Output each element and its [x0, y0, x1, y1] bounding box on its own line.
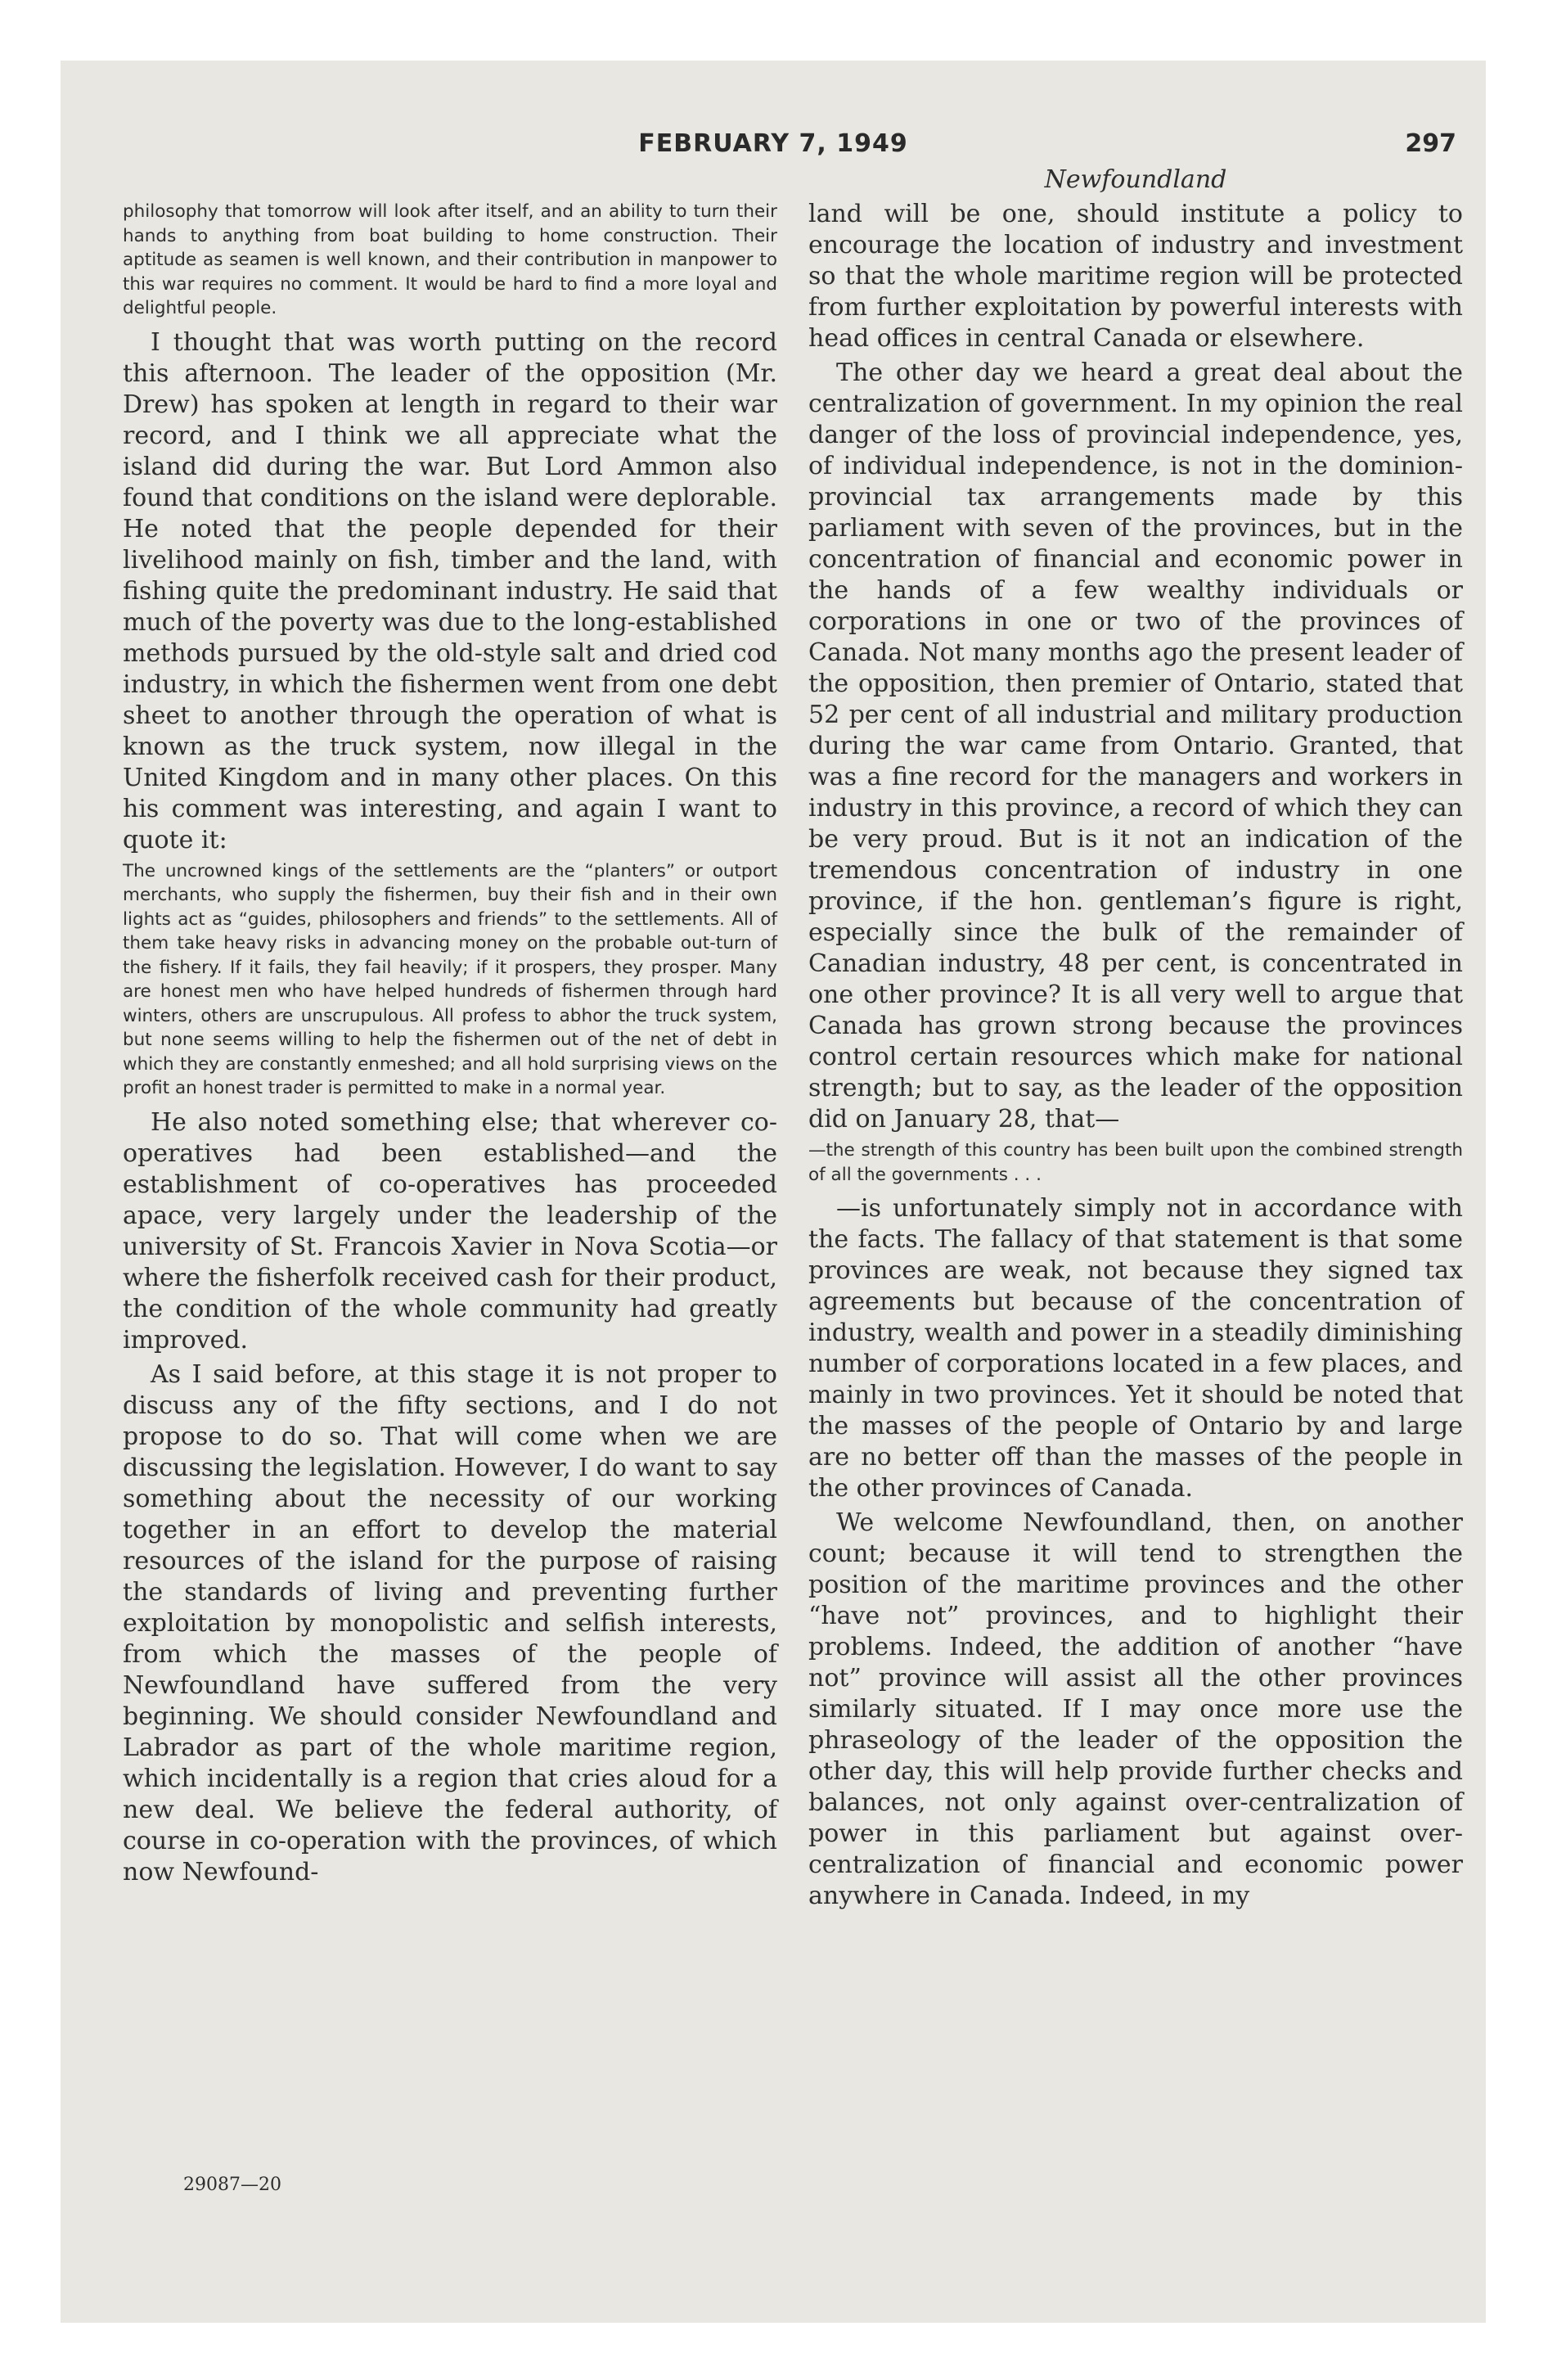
body-paragraph: The other day we heard a great deal about the centralization of government. In my opinion the real danger of the loss of provincial independence, yes, of individual independence, is not in the dominion-provincial tax arrangements made by this parliament with seven of the provinces, but in the concentration of financial and economic power in the hands of a few wealthy individuals or corporations in one or two of the provinces of Canada. Not many months ago the present leader of the opposition, then premier of Ontario, stated that 52 per cent of all industrial and military production during the war came from Ontario. Granted, that was a fine record for the managers and workers in industry in this province, a record of which they can be very proud. But is it not an indication of the tremendous concentration of industry in one province, if the hon. gentleman’s figure is right, especially since the bulk of the remainder of Canadian industry, 48 per cent, is concentrated in one other province? It is all very well to argue that Canada has grown strong because the provinces control certain resources which make for national strength; but to say, as the leader of the opposition did on January 28, that— — [808, 358, 1463, 1134]
quote-paragraph: philosophy that tomorrow will look after itself, and an ability to turn their hands to anything from boat building to home construction. Their aptitude as seamen is well known, and their contribution in manpower to this war requires no comment. It would be hard to find a more loyal and delightful people. — [123, 201, 777, 318]
quote-paragraph: The uncrowned kings of the settlements are the “planters” or outport merchants, who supply the fishermen, buy their fish and in their own lights act as “guides, philosophers and friends” to the settlements. All of them take heavy risks in advancing money on the probable out-turn of the fishery. If it fails, they fail heavily; if it prospers, they prosper. Many are honest men who have helped hundreds of fishermen through hard winters, others are unscrupulous. All profess to abhor the truck system, but none seems willing to help the fishermen out of the net of debt in which they are constantly enmeshed; and all hold surprising views on the profit an honest trader is permitted to make in a normal year. — [123, 860, 777, 1098]
body-paragraph: He also noted something else; that wherever co-operatives had been established—and the establishment of co-operatives has proceeded apace, very largely under the leadership of the university of St. Francois Xavier in Nova Scotia—or where the fisherfolk received cash for their product, the condition of the whole community had greatly improved. — [123, 1107, 777, 1355]
footer-code: 29087—20 — [183, 2175, 281, 2195]
page-date: FEBRUARY 7, 1949 — [638, 129, 908, 158]
body-paragraph: As I said before, at this stage it is not proper to discuss any of the fifty sections, and I do not propose to do so. That will come when we are discussing the legislation. However, I do want to say something about the necessity of our working together in an effort to develop the material resources of the island for the purpose of raising the standards of living and preventing further exploitation by monopolistic and selfish interests, from which the masses of the people of Newfoundland have suffered from the very beginning. We should consider Newfoundland and Labrador as part of the whole maritime region, which incidentally is a region that cries aloud for a new deal. We believe the federal authority, of course in co-operation with the provinces, of which now Newfound- — [123, 1359, 777, 1886]
body-paragraph: I thought that was worth putting on the record this afternoon. The leader of the opposition (Mr. Drew) has spoken at length in regard to their war record, and I think we all appreciate what the island did during the war. But Lord Ammon also found that conditions on the island were deplorable. He noted that the people depended for their livelihood mainly on fish, timber and the land, with fishing quite the predominant industry. He said that much of the poverty was due to the long-established methods pursued by the old-style salt and dried cod industry, in which the fishermen went from one debt sheet to another through the operation of what is known as the truck system, now illegal in the United Kingdom and in many other places. On this his comment was interesting, and again I want to quote it: — [123, 327, 777, 854]
body-paragraph: land will be one, should institute a policy to encourage the location of industry and investment so that the whole maritime region will be protected from further exploitation by powerful interests with head offices in central Canada or elsewhere. — [808, 200, 1463, 353]
right-column — [808, 165, 1463, 1915]
page-number: 297 — [1405, 129, 1456, 158]
body-paragraph: —is unfortunately simply not in accordance with the facts. The fallacy of that statement is that some provinces are weak, not because they signed tax agreements but because of the concentration of industry, wealth and power in a steadily diminishing number of corporations located in a few places, and mainly in two provinces. Yet it should be noted that the masses of the people of Ontario by and large are no better off than the masses of the people in the other provinces of Canada. — [808, 1194, 1463, 1503]
left-column — [123, 200, 777, 1891]
page-sheet — [61, 61, 1486, 2323]
body-paragraph: We welcome Newfoundland, then, on another count; because it will tend to strengthen the position of the maritime provinces and the other “have not” provinces, and to highlight their problems. Indeed, the addition of another “have not” province will assist all the other provinces similarly situated. If I may once more use the phraseology of the leader of the opposition the other day, this will help provide further checks and balances, not only against over-centralization of power in this parliament but against over-centralization of financial and economic power anywhere in Canada. Indeed, in my — [808, 1508, 1463, 1910]
running-head: Newfoundland — [1044, 165, 1227, 194]
quote-paragraph: —the strength of this country has been built upon the combined strength of all the governments . . . — [808, 1140, 1463, 1185]
